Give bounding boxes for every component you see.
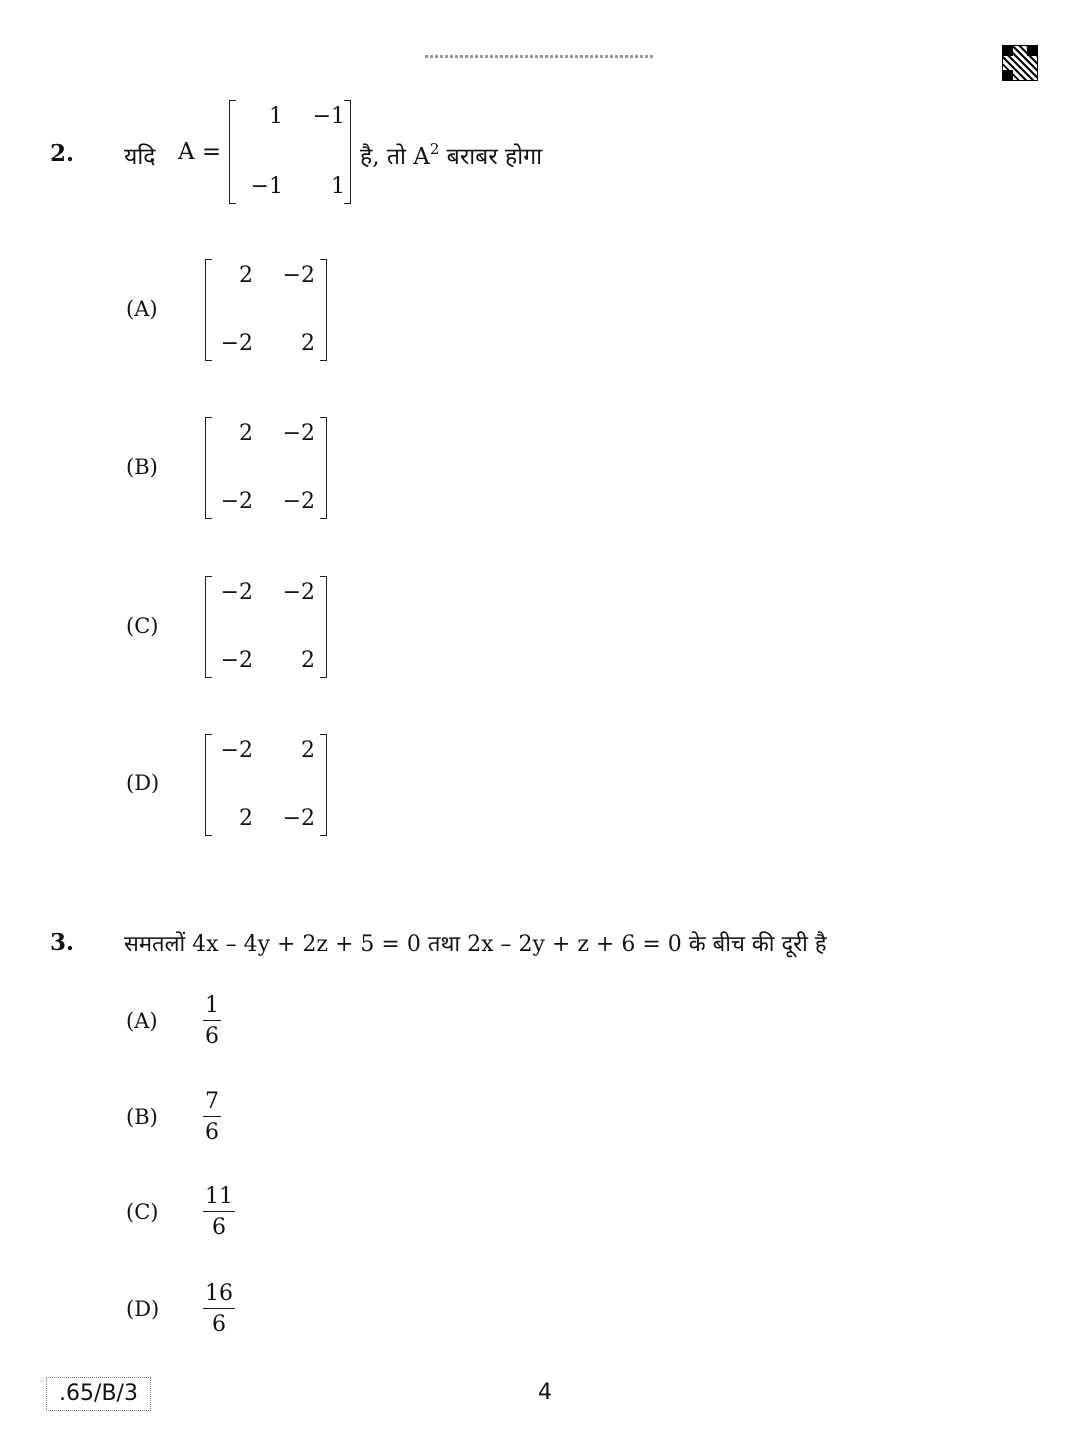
- matrix-cell: −2: [282, 263, 315, 288]
- q3-option-c-fraction: [203, 1184, 235, 1240]
- q2-option-a-matrix: [205, 259, 327, 361]
- matrix-cell: −1: [312, 104, 345, 129]
- matrix-cell: −2: [220, 489, 253, 514]
- matrix-cell: −2: [282, 421, 315, 446]
- matrix-cell: −2: [282, 489, 315, 514]
- matrix-cell: −2: [282, 806, 315, 831]
- q3-option-a-label: (A): [126, 1009, 158, 1033]
- header-watermark-line: [425, 55, 655, 58]
- q2-option-a-label: (A): [126, 297, 158, 321]
- matrix-cell: 2: [301, 331, 315, 356]
- q3-option-c-label: (C): [126, 1200, 159, 1224]
- q3-option-b-label: (B): [126, 1105, 158, 1129]
- q3-option-a-fraction: [203, 993, 221, 1049]
- q2-option-b-matrix: [205, 417, 327, 519]
- question-2-suffix: [360, 139, 542, 171]
- q2-option-c-matrix: [205, 576, 327, 678]
- question-2-suffix-b: बराबर होगा: [439, 144, 543, 170]
- matrix-cell: −2: [282, 580, 315, 605]
- q2-option-d-label: (D): [126, 771, 160, 795]
- question-2-prefix: यदि: [124, 144, 156, 170]
- page-number: 4: [538, 1380, 552, 1405]
- question-2-suffix-a: है, तो A: [360, 144, 430, 170]
- matrix-cell: −2: [220, 738, 253, 763]
- question-2-superscript: 2: [429, 140, 440, 158]
- fraction-numerator: 1: [203, 993, 221, 1021]
- matrix-cell: 2: [239, 806, 253, 831]
- matrix-cell: −2: [220, 580, 253, 605]
- matrix-cell: −2: [220, 648, 253, 673]
- matrix-cell: −1: [250, 174, 283, 199]
- question-2-matrix: [229, 100, 351, 204]
- q2-option-d-matrix: [205, 734, 327, 836]
- fraction-denominator: 6: [205, 1120, 219, 1145]
- matrix-cell: 1: [331, 174, 345, 199]
- fraction-numerator: 16: [203, 1281, 235, 1309]
- matrix-cell: −2: [220, 331, 253, 356]
- matrix-cell: 2: [239, 421, 253, 446]
- fraction-denominator: 6: [205, 1024, 219, 1049]
- matrix-cell: 1: [269, 104, 283, 129]
- q3-option-b-fraction: [203, 1089, 221, 1145]
- question-3-number: 3.: [50, 929, 75, 956]
- q2-option-c-label: (C): [126, 614, 159, 638]
- fraction-denominator: 6: [212, 1312, 226, 1337]
- question-3-text: समतलों 4x – 4y + 2z + 5 = 0 तथा 2x – 2y + z + 6 = 0 के बीच की दूरी है: [124, 932, 827, 957]
- paper-code: .65/B/3: [46, 1377, 151, 1411]
- q3-option-d-label: (D): [126, 1297, 160, 1321]
- fraction-denominator: 6: [212, 1215, 226, 1240]
- question-2-lhs: A =: [178, 139, 222, 165]
- q3-option-d-fraction: [203, 1281, 235, 1337]
- matrix-cell: 2: [301, 738, 315, 763]
- qr-code-icon: [1002, 45, 1038, 81]
- question-2-number: 2.: [50, 140, 75, 167]
- fraction-numerator: 11: [203, 1184, 235, 1212]
- q2-option-b-label: (B): [126, 455, 158, 479]
- matrix-cell: 2: [239, 263, 253, 288]
- fraction-numerator: 7: [203, 1089, 221, 1117]
- matrix-cell: 2: [301, 648, 315, 673]
